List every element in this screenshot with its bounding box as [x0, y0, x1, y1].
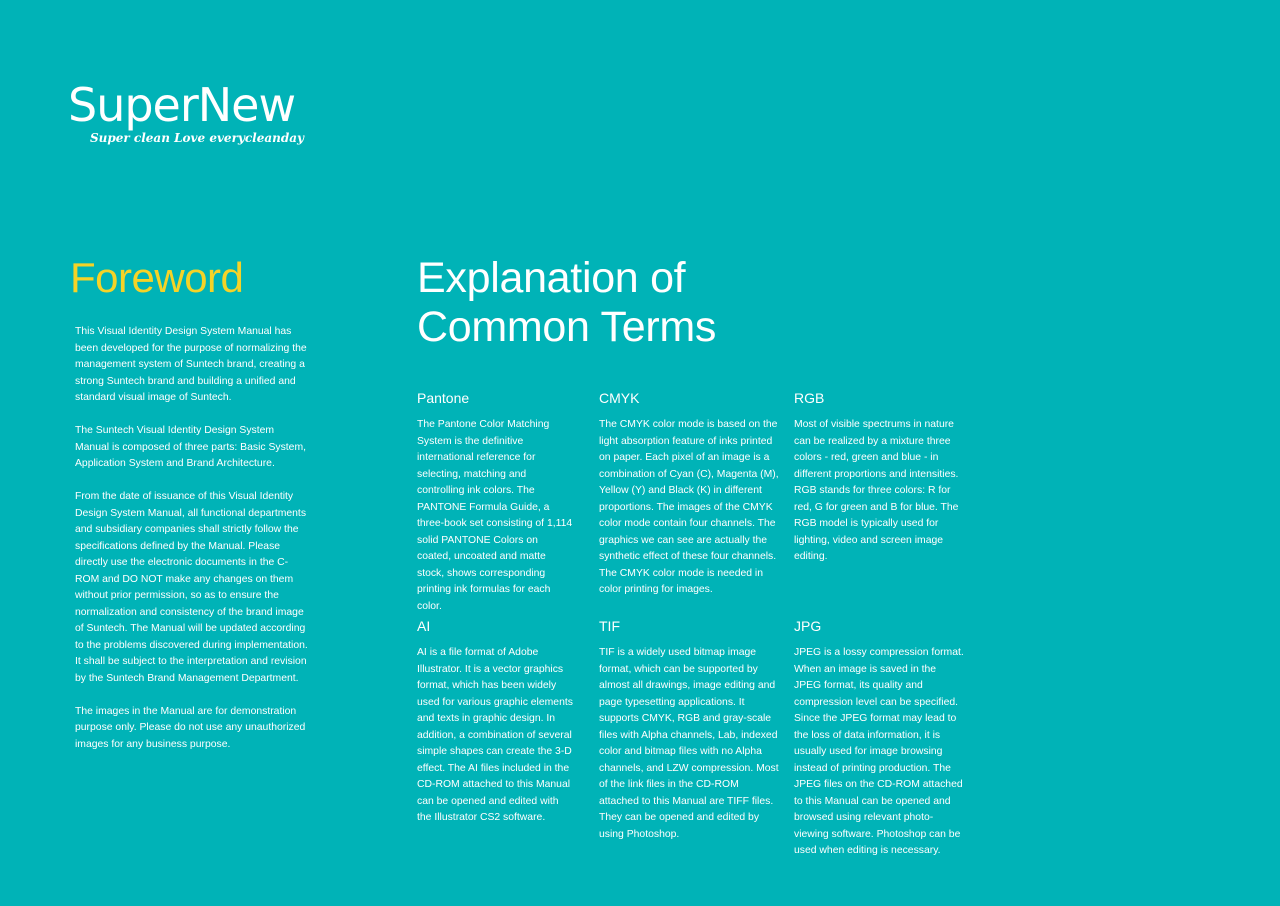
- foreword-paragraph: This Visual Identity Design System Manual has been developed for the purpose of normalizing the management system of Suntech brand, creating a strong Suntech brand and building a unified and standard visual image of Suntech.: [75, 326, 307, 403]
- term-heading: CMYK: [599, 390, 640, 406]
- term-body: The CMYK color mode is based on the light absorption feature of inks printed on paper. Each pixel of an image is a combination of Cyan (C), Magenta (M), Yellow (Y) and Black (K) in different proportions. The images of the CMYK color mode contain four channels. The graphics we can see are actually the synthetic effect of these four channels. The CMYK color mode is needed in color printing for images.: [599, 419, 779, 595]
- brand-logo: [68, 78, 304, 145]
- terms-title-line2: Common Terms: [417, 303, 717, 351]
- logo-name: SuperNew: [68, 78, 296, 132]
- term-body: TIF is a widely used bitmap image format, which can be supported by almost all drawings, image editing and page typesetting applications. It supports CMYK, RGB and gray-scale files with Alpha channels, Lab, indexed color and bitmap files with no Alpha channels, and LZW compression. Most of the link files in the CD-ROM attached to this Manual are TIFF files. They can be opened and edited by using Photoshop.: [599, 647, 779, 840]
- terms-title-line1: Explanation of: [417, 254, 686, 302]
- term-body: JPEG is a lossy compression format. When an image is saved in the JPEG format, its quality and compression level can be specified. Since the JPEG format may lead to the loss of data information, it is usually used for image browsing instead of printing production. The JPEG files on the CD-ROM attached to this Manual can be opened and browsed using relevant photo-viewing software. Photoshop can be used when editing is necessary.: [794, 647, 964, 856]
- term-heading: RGB: [794, 390, 825, 406]
- term-heading: TIF: [599, 618, 620, 634]
- terms-title: [417, 254, 716, 352]
- foreword-paragraph: The images in the Manual are for demonstration purpose only. Please do not use any unauthorized images for any business purpose.: [75, 705, 306, 750]
- term-body: AI is a file format of Adobe Illustrator. It is a vector graphics format, which has been widely used for various graphic elements and texts in graphic design. In addition, a combination of several simple shapes can create the 3-D effect. The AI files included in the CD-ROM attached to this Manual can be opened and edited with the Illustrator CS2 software.: [417, 647, 573, 823]
- foreword-paragraph: From the date of issuance of this Visual Identity Design System Manual, all functional departments and subsidiary companies shall strictly follow the specifications defined by the Manual. Please directly use the electronic documents in the C-ROM and DO NOT make any changes on them without prior permission, so as to ensure the normalization and consistency of the brand image of Suntech. The Manual will be updated according to the problems discovered during implementation. It shall be subject to the interpretation and revision by the Suntech Brand Management Department.: [75, 491, 308, 684]
- term-body: Most of visible spectrums in nature can be realized by a mixture three colors - red, green and blue - in different proportions and intensities. RGB stands for three colors: R for red, G for green and B for blue. The RGB model is typically used for lighting, video and screen image editing.: [794, 419, 959, 562]
- foreword-title: Foreword: [70, 254, 244, 301]
- foreword-body: [75, 324, 309, 770]
- term-tif: [599, 617, 781, 843]
- term-heading: JPG: [794, 618, 822, 634]
- term-jpg: [794, 617, 966, 860]
- foreword-paragraph: The Suntech Visual Identity Design System Manual is composed of three parts: Basic System, Application System and Brand Architecture.: [75, 425, 307, 469]
- term-rgb: [794, 389, 960, 566]
- term-ai: [417, 617, 573, 827]
- term-body: The Pantone Color Matching System is the definitive international reference for selecting, matching and controlling ink colors. The PANTONE Formula Guide, a three-book set consisting of 1,114 solid PANTONE Colors on coated, uncoated and matte stock, shows corresponding printing ink formulas for each color.: [417, 419, 573, 612]
- term-heading: Pantone: [417, 390, 470, 406]
- logo-tagline: Super clean Love everycleanday: [90, 131, 304, 145]
- term-pantone: [417, 389, 573, 615]
- term-heading: AI: [417, 618, 431, 634]
- term-cmyk: [599, 389, 781, 599]
